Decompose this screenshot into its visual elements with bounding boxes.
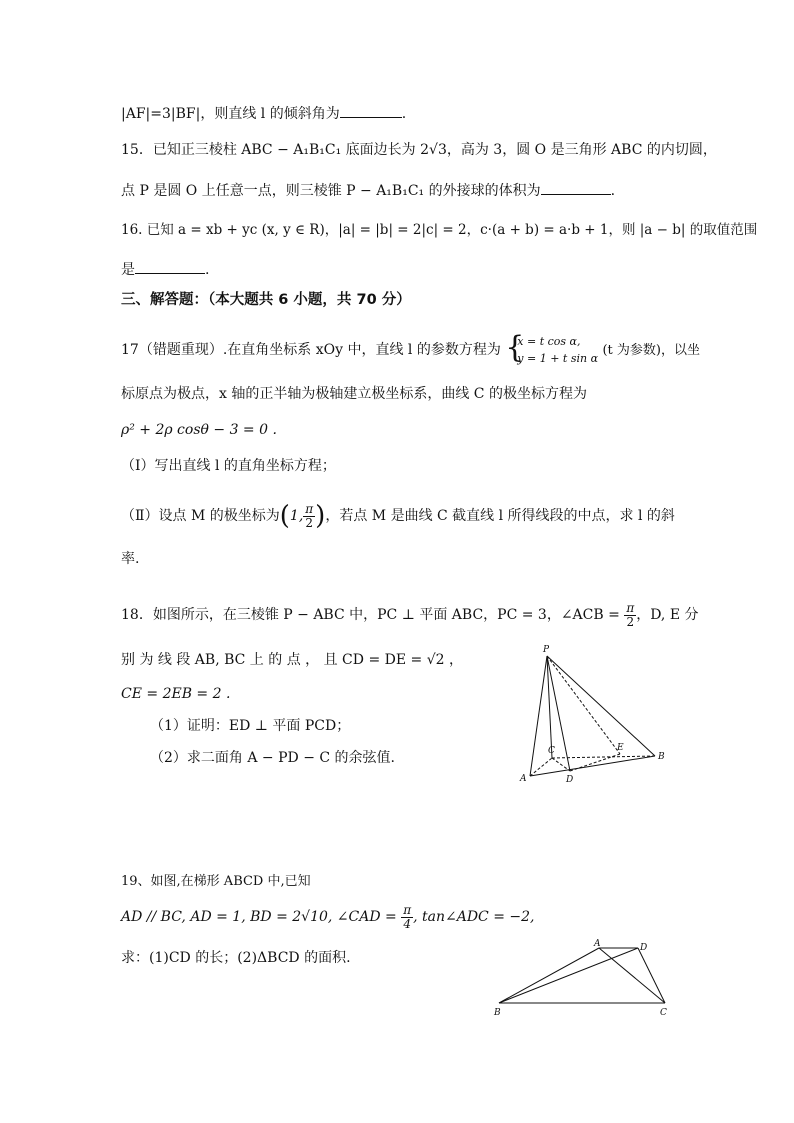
- q18-line3: [121, 684, 230, 704]
- q19-text-3: 求：(1)CD 的长；(2)ΔBCD 的面积.: [121, 950, 351, 966]
- q19-text-2b: , tan∠ADC = −2,: [413, 909, 535, 925]
- q19-angle-frac: [401, 904, 413, 931]
- diag-AC: [599, 948, 665, 1003]
- q18-text-1a: 18．如图所示，在三棱锥 P − ABC 中，PC ⊥ 平面 ABC，PC = 3，∠ACB =: [121, 607, 620, 623]
- q18-text-2: 别 为 线 段 AB, BC 上 的 点 ， 且 CD = DE = √2 ，: [121, 652, 463, 668]
- label-C: C: [660, 1008, 667, 1018]
- label-B: B: [494, 1008, 501, 1018]
- label-D: D: [566, 775, 574, 785]
- label-C: C: [548, 746, 555, 756]
- q18-part1: [150, 716, 350, 736]
- q17-eq-y: y = 1 + t sin α: [517, 352, 599, 365]
- q15-line1: [121, 140, 717, 160]
- q17-line2: [121, 384, 587, 404]
- edge-DC: [638, 948, 665, 1003]
- q16-text-1: 16. 已知 a = xb + yc (x, y ∈ R)，|a| = |b| = 2|c| = 2，c·(a + b) = a·b + 1，则 |a − b| 的取值范围: [121, 222, 758, 238]
- q15-answer-blank: [541, 180, 611, 195]
- label-P: P: [543, 645, 550, 655]
- label-E: E: [617, 743, 624, 753]
- q18-part2-text: （2）求二面角 A − PD − C 的余弦值.: [150, 750, 395, 766]
- q18-text-1b: ，D, E 分: [636, 607, 699, 623]
- edge-AB: [530, 756, 655, 776]
- label-D: D: [640, 943, 648, 953]
- q18-line1: [121, 598, 699, 632]
- q19-frac-num: π: [403, 902, 412, 917]
- q19-line1: [121, 872, 311, 892]
- q18-line2: [121, 650, 463, 670]
- label-B: B: [658, 752, 665, 762]
- edge-PC: [547, 656, 552, 758]
- q18-part1-text: （1）证明：ED ⊥ 平面 PCD；: [150, 718, 351, 734]
- q17-part1-text: （Ⅰ）写出直线 l 的直角坐标方程；: [121, 458, 336, 474]
- q17-coord-left: 1,: [289, 508, 304, 524]
- q17-part2-c: 率.: [121, 551, 140, 567]
- q17-line1: [121, 330, 700, 367]
- q14-tail-line: [121, 103, 406, 124]
- q17-part2-end: [121, 549, 139, 569]
- q14-answer-blank: [340, 103, 402, 118]
- q15-text-2: 点 P 是圆 O 上任意一点，则三棱锥 P − A₁B₁C₁ 的外接球的体积为: [121, 183, 541, 199]
- q15-text-1: 15．已知正三棱柱 ABC − A₁B₁C₁ 底面边长为 2√3，高为 3，圆 O 是三角形 ABC 的内切圆，: [121, 142, 717, 158]
- q17-part2: （Ⅱ）设点 M 的极坐标为(1, $\frac{\pi}{2}$ )，若点 M 是曲线 C 截直线 l 所得线段的中点，求 l 的斜: [121, 501, 675, 531]
- q16-end: .: [205, 262, 210, 278]
- q19-line2: [121, 900, 534, 934]
- q18-frac-den: 2: [626, 614, 635, 629]
- edge-PE: [547, 656, 620, 754]
- q15-line2: [121, 180, 615, 201]
- q15-end: .: [610, 183, 616, 199]
- q17-coord-frac: [303, 503, 315, 530]
- q17-line3: [121, 420, 277, 440]
- q17-polar-eq: ρ² + 2ρ cosθ − 3 = 0 .: [121, 422, 277, 438]
- label-A: A: [520, 774, 527, 784]
- q17-param-note: (t 为参数)，以坐: [602, 343, 700, 358]
- q14-tail-text: |AF|=3|BF|，则直线 l 的倾斜角为: [121, 106, 340, 122]
- q19-text-2a: AD // BC, AD = 1, BD = 2√10, ∠CAD =: [121, 909, 397, 925]
- q19-frac-den: 4: [403, 916, 411, 931]
- q16-line2: [121, 259, 209, 280]
- q19-line3: [121, 948, 351, 968]
- q17-frac-den: 2: [305, 515, 314, 530]
- q17-param-system: { x = t cos α, y = 1 + t sin α: [505, 330, 599, 365]
- diag-BD: [499, 948, 638, 1003]
- q16-text-2: 是: [121, 262, 135, 278]
- q17-part2-a: （Ⅱ）设点 M 的极坐标为: [121, 508, 280, 524]
- q18-frac-num: π: [626, 600, 635, 615]
- q17-intro: 17（错题重现）.在直角坐标系 xOy 中，直线 l 的参数方程为: [121, 342, 501, 358]
- q18-angle-frac: [624, 602, 636, 629]
- q16-answer-blank: [135, 259, 205, 274]
- q18-text-3: CE = 2EB = 2 .: [121, 686, 231, 702]
- edge-PB: [547, 656, 655, 756]
- edge-AB: [499, 948, 599, 1003]
- q17-text-2: 标原点为极点，x 轴的正半轴为极轴建立极坐标系，曲线 C 的极坐标方程为: [121, 386, 587, 402]
- q16-line1: [121, 220, 757, 240]
- q18-pyramid-figure: [510, 640, 670, 790]
- edge-PA: [530, 656, 547, 776]
- q17-frac-num: π: [305, 501, 314, 516]
- q19-trapezoid-figure: [488, 935, 678, 1020]
- q17-eq-x: x = t cos α,: [517, 335, 581, 348]
- section3-title: 三、解答题：（本大题共 6 小题，共 70 分）: [121, 292, 411, 308]
- label-A: A: [594, 939, 601, 949]
- q14-tail-end: .: [401, 106, 407, 122]
- q19-text-1: 19、如图,在梯形 ABCD 中,已知: [121, 874, 311, 889]
- q18-part2: [150, 748, 395, 768]
- q17-part1: [121, 456, 336, 476]
- q17-part2-b: ，若点 M 是曲线 C 截直线 l 所得线段的中点，求 l 的斜: [325, 508, 675, 524]
